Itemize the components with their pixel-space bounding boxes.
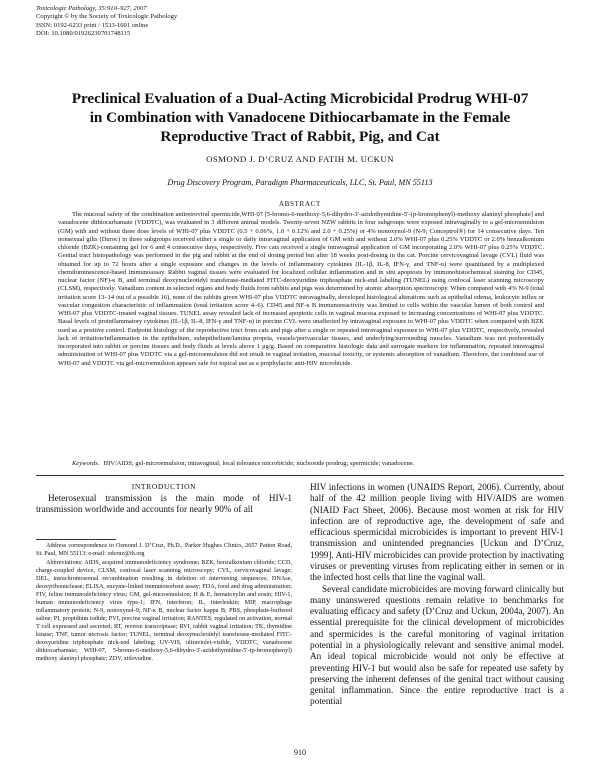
title-line-1: Preclinical Evaluation of a Dual-Acting Microbicidal Prodrug WHI-07: [71, 90, 529, 107]
copyright-line: Copyright © by the Society of Toxicologic Pathology: [36, 13, 178, 21]
footnotes: [36, 542, 292, 664]
author-list: OSMOND J. D’CRUZ AND FATIH M. UCKUN: [206, 154, 394, 164]
right-column: [310, 482, 564, 708]
right-paragraph-1: HIV infections in women (UNAIDS Report, 2006). Currently, about half of the 42 million people living with HIV/AIDS are women (NIAID Fact Sheet, 2006). Because most women at risk for HIV infection are of reproductive age, the development of safe and efficacious spermicidal microbicides is important to prevent HIV-1 transmission and unintended pregnancies [Uckun and D’Cruz, 1999]. Anti-HIV microbicides can provide protection by inactivating viruses or preventing viruses from replicating either in semen or in the infected host cells that line the vaginal wall.: [310, 482, 564, 583]
abbreviations-footnote: Abbreviations: AIDS, acquired immunodeficiency syndrome; BZK, benzalkonium chloride; CCD, charge-coupled device; CLSM, confocal laser scanning microscopy; CVL, cervicovaginal lavage; DEL, intrachromosomal recombination resulting in deletion of intervening sequences; DNAse, deoxyribonuclease; ELISA, enzyme-linked immunosorbent assay; FDA, food and drug administration; FIV, feline immunodeficiency virus; GM, gel-microemulsion; H & E, hematoxylin and eosin; HIV-1, human immunodeficiency virus type-1; IFN, interferon; IL, interleukin; MIP, macrophage inflammatory protein; N-9, nonoxynol-9; NF-κ B, nuclear factor kappa B; PBS, phosphate-buffered saline; PI, propidium iodide; PVI, porcine vaginal irritation; RANTES, regulated on activation, normal T cell expressed and secreted; RT, reverse transcriptase; RVI, rabbit vaginal irritation; TK, thymidine kinase; TNF, tumor necrosis factor; TUNEL, terminal deoxynucleotidyl transferase-mediated FITC-deoxyuridine triphosphate nick-end labeling; UV-VIS, ultraviolet-visible, VDDTC, vanadocene dithiocarbamate; WHI-07, 5-bromo-6-methoxy-5,6-dihydro-3′-azidothymidine-5′-(p-bromophenyl) methoxy alaninyl phosphate; ZDV, zidovudine.: [36, 559, 292, 662]
title-line-3: Reproductive Tract of Rabbit, Pig, and Cat: [160, 128, 440, 145]
abstract-body: [58, 211, 544, 368]
article-title: [40, 89, 560, 146]
introduction-heading: INTRODUCTION: [131, 482, 197, 491]
right-paragraph-2: Several candidate microbicides are moving forward clinically but many unanswered questions remain relative to benchmarks for evaluating efficacy and safety (D’Cruz and Uckun, 2004a, 2007). An essential prerequisite for the clinical development of microbicides and spermicides is the careful monitoring of vaginal irritation potential in a physiologically relevant and sensitive animal model. An ideal topical microbicide would not only be effective at preventing HIV-1 but would also be safe for repeated use safety by preserving the inherent defenses of the genital tract without causing genital inflammation. Since the entire reproductive tract is a potential: [310, 583, 564, 707]
doi-line: DOI: 10.1080/01926230701748115: [36, 29, 131, 37]
keywords-text: HIV/AIDS; gel-microemulsion; intravaginal; local tolerance microbicide; nucleoside prodrug; spermicide; vanadocene.: [103, 460, 415, 467]
abstract-text: The mucosal safety of the combination antiretroviral spermicide,WHI-07 [5-bromo-6-methoxy-5,6-dihydro-3′-azidothymidine-5′-(p-bromophenyl)-methoxy alaninyl phosphate] and vanadocene dithiocarbamate (VDDTC), was evaluated in 3 different animal models. Twenty-seven NZW rabbits in four subgroups were exposed intravaginally to a gel-microemulsion (GM) with and without three dose levels of WHI-07 plus VDDTC (0.5 + 0.06%, 1.0 + 0.12% and 2.0 + 0.25%) or 4% nonoxynol-9 (N-9; Conceptrol®) for 14 consecutive days. Ten nonsexual gilts (Duroc) in three subgroups received either a single or daily intravaginal application of GM with and without 2.0% WHI-07 plus 0.25% VDDTC or 2.0% benzalkonium chloride (BZK)-containing gel for 6 and 4 consecutive days, respectively. Five cats received a single intravaginal application of GM incorporating 2.0% WHI-07 plus 0.25% VDDTC. Genital tract histopathology was performed in the pig and rabbit at the end of dosing period but after 18 weeks post-dosing in the cat. Porcine cervicovaginal lavage (CVL) fluid was obtained for up to 72 hours after a single exposure and changes in the levels of inflammatory cytokines (IL-1β, IL-8, IFN-γ, and TNF-α) were quantitated by a multiplexed chemiluminescence-based immunoassay. Rabbit vaginal tissues were evaluated for localized cellular inflammation and in situ apoptosis by immunohistochemical staining for CD45, nuclear factor (NF)-κ B, and terminal deoxynucleotidyl transferase-mediated FITC-deoxyuridine triphosphate nick-end labeling (TUNEL) using confocal laser scanning microscopy (CLSM), respectively. Vanadium content in selected organs and body fluids from rabbits and pigs was determined by atomic absorption spectroscopy. When compared with 4% N-9 (total irritation score 13–14 out of a possible 16), none of the rabbits given WHI-07 plus VDDTC intravaginally, developed histological alterations such as epithelial edema, leukocyte influx or vascular congestion characteristic of inflammation (total irritation score 4–6). CD45 and NF-κ B immunoreactivity was limited to cells within the vascular lumen of both control and WHI-07 plus VDDTC-treated vaginal tissues. TUNEL assay revealed lack of increased apoptotic cells in vaginal mucosa exposed to increasing concentrations of WHI-07 plus VDDTC. Basal levels of proinflammatory cytokines (IL-1β, IL-8, IFN-γ and TNF-α) in porcine CVL were unaffected by intravaginal exposure to WHI-07 plus VDDTC when compared with BZK used as a positive control. Endpoint histology of the reproductive tract from cats and pigs after a single or repeated intravaginal exposure to WHI-07 plus VDDTC, respectively, revealed lack of irritation/inflammation in the epithelium, subepithelium/lamina propria, vessels/perivascular tissues, and underlying/surrounding muscles. Vanadium was not preferentially incorporated into rabbit or porcine tissues and body fluids at levels above 1 μg/g. Based on comparative histologic data and surrogate markers for inflammation, repeated intravaginal administration of WHI-07 plus VDDTC via a gel-microemulsion did not result in vaginal irritation, mucosal toxicity, or systemic absorption of vanadium. Therefore, the combined use of WHI-07 and VDDTC via gel-microemulsion appears safe for topical use as a prophylactic anti-HIV microbicide.: [58, 211, 544, 367]
section-divider: [36, 475, 564, 476]
footnote-divider: [36, 539, 116, 540]
correspondence-footnote: Address correspondence to Osmond J. D’Cruz, Ph.D., Parker Hughes Clinics, 2657 Patton Road, St. Paul, MN 55113; e-mail: odcruz@ih.org: [36, 542, 292, 557]
journal-citation: Toxicologic Pathology, 35:910–927, 2007: [36, 5, 147, 12]
journal-header: [36, 5, 336, 38]
keywords: [58, 460, 544, 468]
introduction-text: Heterosexual transmission is the main mode of HIV-1 transmission worldwide and accounts for nearly 90% of all: [36, 493, 292, 515]
abstract-heading: ABSTRACT: [279, 201, 321, 208]
page-number: 910: [294, 748, 306, 757]
issn-line: ISSN: 0192-6233 print / 1533-1601 online: [36, 21, 149, 29]
introduction-body: [36, 493, 292, 515]
keywords-label: Keywords.: [72, 460, 100, 467]
title-line-2: in Combination with Vanadocene Dithiocarbamate in the Female: [89, 109, 511, 126]
affiliation: Drug Discovery Program, Paradigm Pharmaceuticals, LLC, St. Paul, MN 55113: [167, 178, 433, 187]
